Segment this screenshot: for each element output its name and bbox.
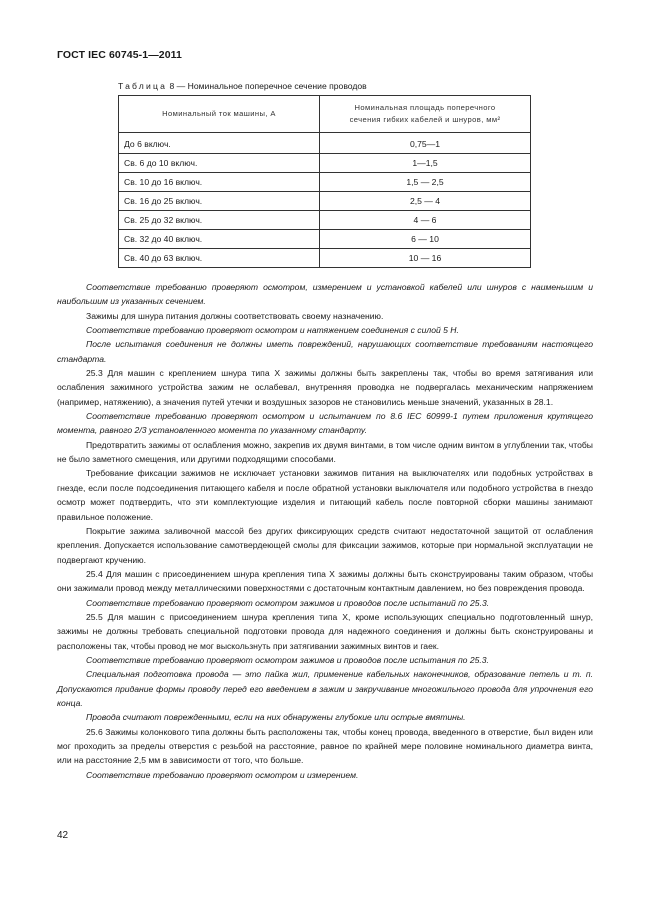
paragraph: 25.4 Для машин с присоединением шнура крепления типа Х зажимы должны быть сконструированы таким образом, чтобы они зажимали провод между металлическими поверхностями с достаточным контактным давлением, но без повреждения провода. [57, 568, 593, 594]
cell-section: 1—1,5 [320, 154, 531, 173]
table-row [119, 192, 531, 211]
paragraph: Соответствие требованию проверяют осмотром зажимов и проводов после испытания по 25.3. [86, 654, 489, 665]
cell-current: Св. 25 до 32 включ. [119, 211, 320, 230]
table-row [119, 154, 531, 173]
paragraph: 25.3 Для машин с креплением шнура типа Х зажимы должны быть закреплены так, чтобы во время затягивания или ослабления зажимного устройства зажим не ослабевал, внутренняя проводка не подвергалась механическим напряжением (например, натяжению), а значения путей утечки и воздушных зазоров не становились меньше значений, указанных в 28.1. [57, 368, 593, 407]
cell-current: Св. 40 до 63 включ. [119, 249, 320, 268]
cell-current: Св. 10 до 16 включ. [119, 173, 320, 192]
cell-section: 10 — 16 [320, 249, 531, 268]
cell-current: Св. 32 до 40 включ. [119, 230, 320, 249]
paragraph: После испытания соединения не должны иметь повреждений, нарушающих соответствие требованиям настоящего стандарта. [57, 339, 593, 364]
paragraph: Предотвратить зажимы от ослабления можно, закрепив их двумя винтами, в том числе одним винтом в углублении так, чтобы не было заметного смещения, или другими подходящими способами. [57, 439, 593, 465]
paragraph: Специальная подготовка провода — это пайка жил, применение кабельных наконечников, образование петель и т. п. Допускаются придание формы проводу перед его введением в зажим и закручивание многожильного провода для упрочнения его конца. [57, 669, 593, 708]
table-caption [118, 81, 367, 91]
column-header-section-line2: сечения гибких кабелей и шнуров, мм² [349, 115, 501, 124]
paragraph: Соответствие требованию проверяют осмотром и натяжением соединения с силой 5 Н. [86, 325, 459, 336]
table-row [119, 230, 531, 249]
table-header-row [119, 96, 531, 133]
paragraph: Соответствие требованию проверяют осмотром, измерением и установкой кабелей или шнуров с наименьшим и наибольшим из указанных сечением. [57, 282, 593, 307]
body-text [57, 280, 593, 782]
table-row [119, 211, 531, 230]
paragraph: Покрытие зажима заливочной массой без других фиксирующих средств считают недостаточной защитой от ослабления крепления. Допускается использование самотвердеющей смолы для фиксации зажимов, которые при нормальной эксплуатации не подвергают кручению. [57, 525, 593, 565]
table-row [119, 133, 531, 154]
table-caption-label: Таблица [118, 81, 168, 91]
paragraph: 25.6 Зажимы колонкового типа должны быть расположены так, чтобы конец провода, введенного в отверстие, был виден или мог проходить за пределы отверстия с резьбой на расстояние, равное по крайней мере половине номинального диаметра винта, или на расстояние 2,5 мм в зависимости от того, что больше. [57, 726, 593, 766]
paragraph: Соответствие требованию проверяют осмотром и измерением. [86, 769, 359, 780]
page-number: 42 [57, 830, 69, 841]
cell-section: 6 — 10 [320, 230, 531, 249]
column-header-section [320, 96, 531, 133]
table-row [119, 249, 531, 268]
table-caption-text: 8 — Номинальное поперечное сечение проводов [167, 81, 367, 91]
table-body [119, 133, 531, 268]
document-code: ГОСТ IEC 60745-1—2011 [57, 49, 182, 61]
paragraph: Требование фиксации зажимов не исключает установки зажимов питания на выключателях или подобных устройствах в гнезде, если после подсоединения питающего кабеля и после обратной установки выключателя или подобного устройства в гнездо осмотр может подтвердить, что эти комплектующие изделия и питающий кабель после повторной сборки машины занимают правильное положение. [57, 468, 593, 522]
paragraph: 25.5 Для машин с присоединением шнура крепления типа Х, кроме использующих специально подготовленный шнур, зажимы не должны требовать специальной подготовки провода для надежного соединения и должны быть сконструированы и расположены так, чтобы провод не мог выскользнуть при затягивании зажимных винтов и гаек. [57, 611, 593, 651]
column-header-current: Номинальный ток машины, А [119, 96, 320, 133]
paragraph: Соответствие требованию проверяют осмотром зажимов и проводов после испытаний по 25.3. [86, 597, 490, 608]
cell-current: Св. 16 до 25 включ. [119, 192, 320, 211]
paragraph: Провода считают поврежденными, если на них обнаружены глубокие или острые вмятины. [86, 712, 466, 723]
paragraph: Зажимы для шнура питания должны соответствовать своему назначению. [86, 310, 384, 321]
cross-section-table [118, 95, 531, 268]
paragraph: Соответствие требованию проверяют осмотром и испытанием по 8.6 IEC 60999-1 путем приложения крутящего момента, равного 2/3 установленного момента по указанному стандарту. [57, 411, 593, 436]
cell-current: До 6 включ. [119, 133, 320, 154]
cell-section: 0,75—1 [320, 133, 531, 154]
column-header-section-line1: Номинальная площадь поперечного [354, 103, 496, 112]
cell-current: Св. 6 до 10 включ. [119, 154, 320, 173]
cell-section: 1,5 — 2,5 [320, 173, 531, 192]
table-row [119, 173, 531, 192]
cell-section: 4 — 6 [320, 211, 531, 230]
cell-section: 2,5 — 4 [320, 192, 531, 211]
